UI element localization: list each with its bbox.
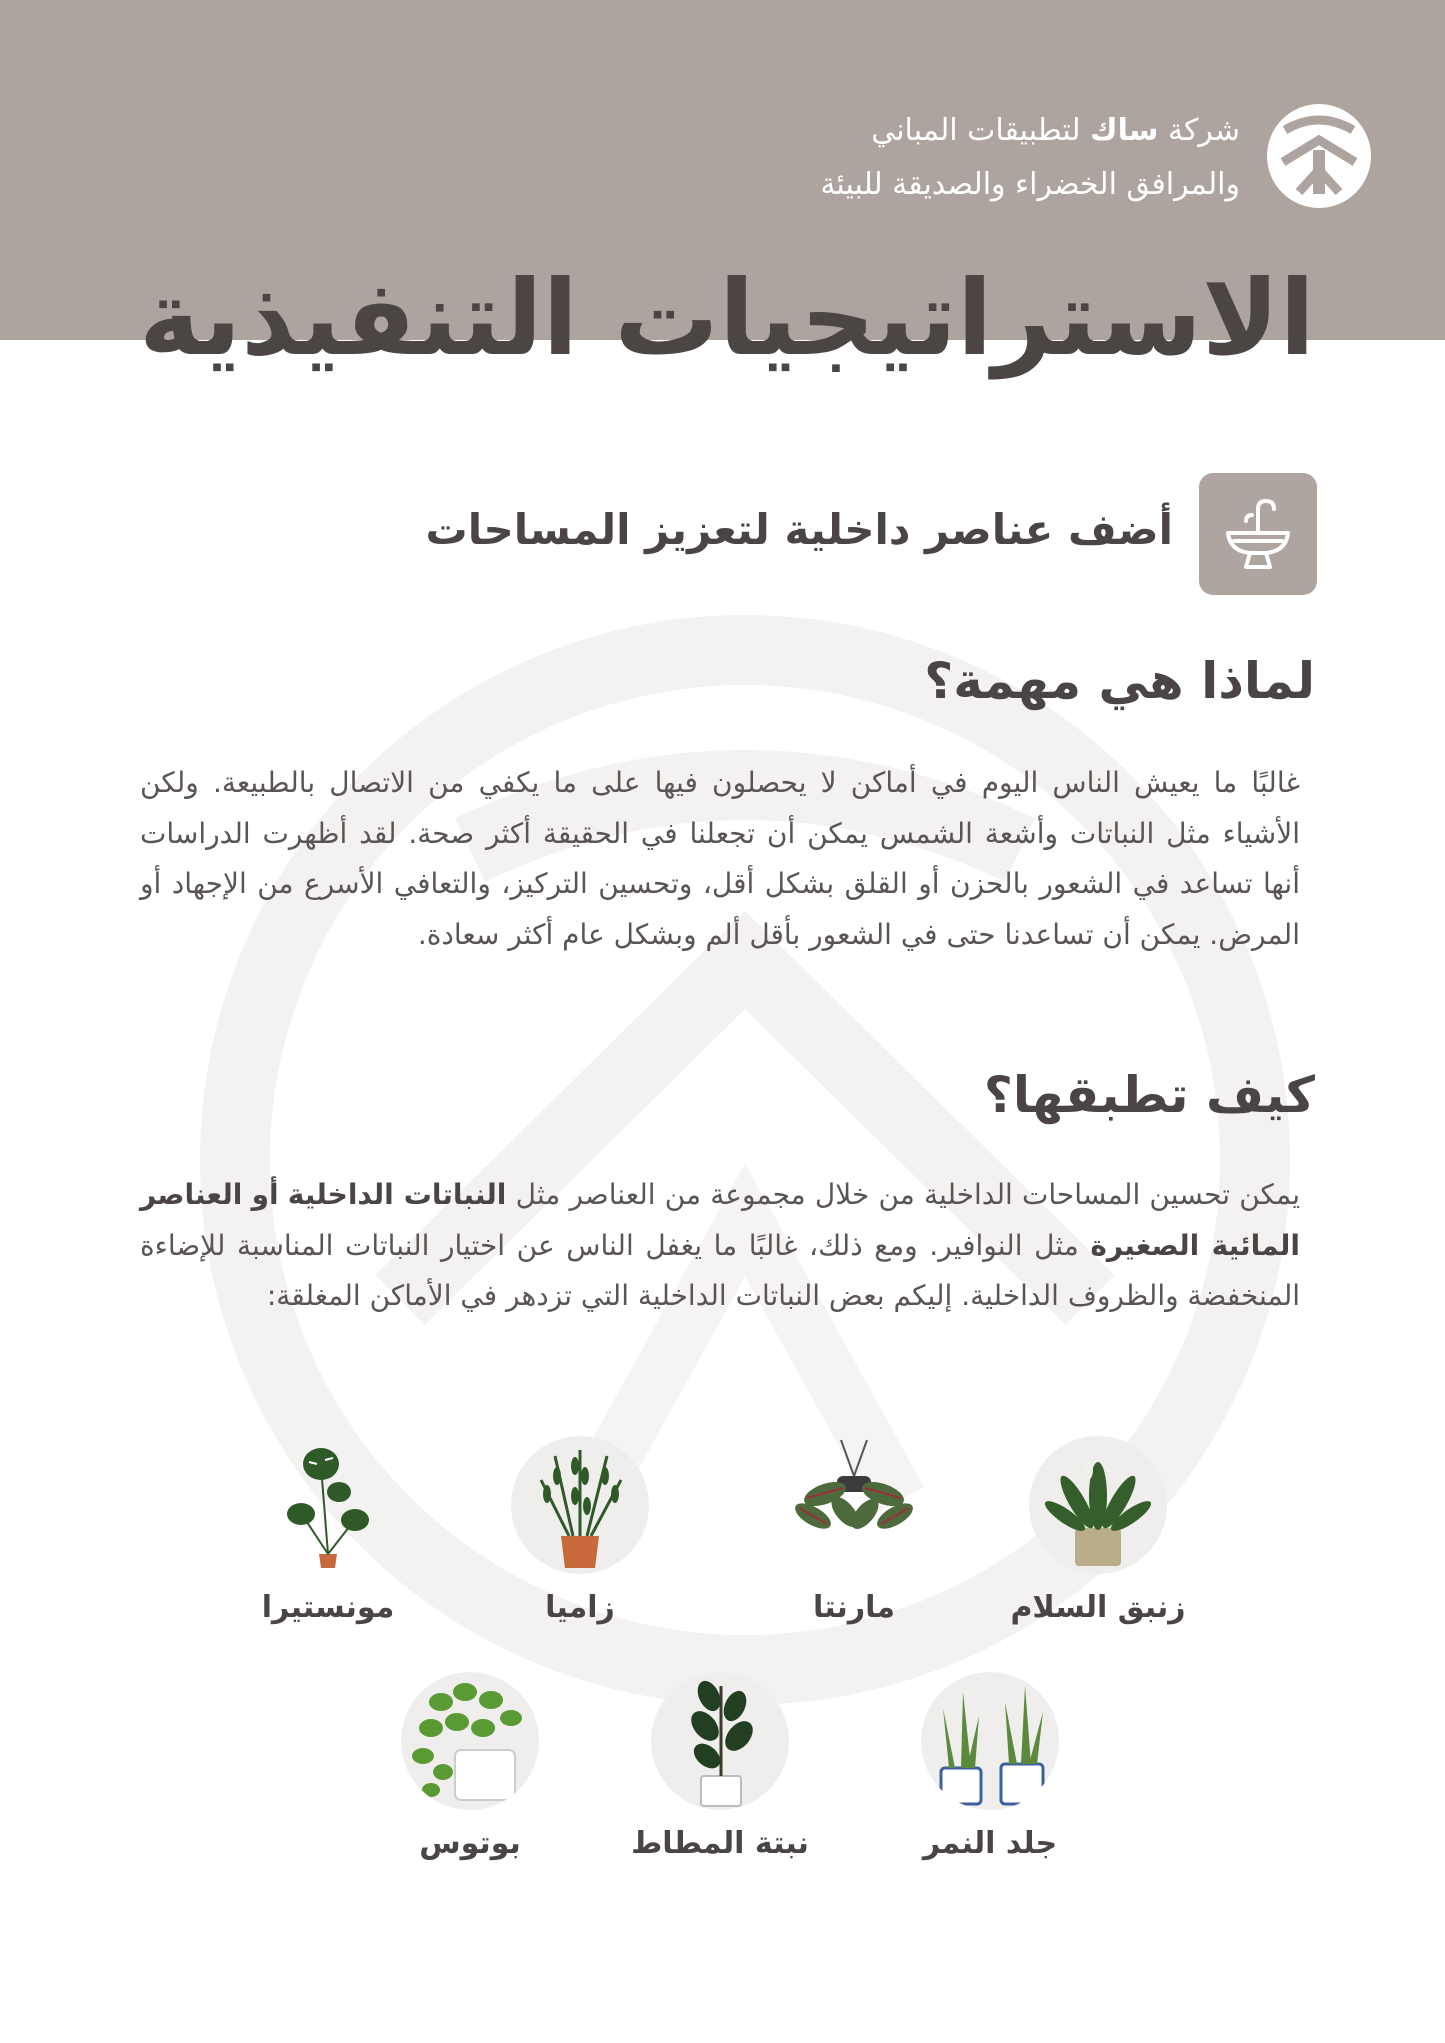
- plant-card-pothos: [340, 1672, 600, 1866]
- how-text-1: يمكن تحسين المساحات الداخلية من خلال مجموعة من العناصر مثل: [515, 1178, 1301, 1211]
- plant-card-snake-plant: [860, 1672, 1120, 1866]
- company-prefix: شركة: [1167, 113, 1240, 148]
- company-name: [480, 104, 1240, 212]
- pothos-icon: [401, 1672, 539, 1810]
- how-bold-water-features: العناصر المائية الصغيرة: [140, 1178, 1300, 1262]
- plant-card-rubber-plant: [590, 1672, 850, 1866]
- monstera-icon: [259, 1436, 397, 1574]
- how-paragraph: [140, 1170, 1300, 1322]
- how-text-2: مثل النوافير. ومع ذلك، غالبًا ما يغفل الناس عن اختيار النباتات المناسبة للإضاءة المنخفضة والظروف الداخلية. إليكم بعض النباتات الداخلية التي تزدهر في الأماكن المغلقة:: [140, 1228, 1300, 1312]
- company-line-1: [480, 104, 1240, 158]
- plant-name: زنبق السلام: [1010, 1590, 1186, 1625]
- fountain-icon: [1222, 495, 1294, 573]
- plant-card-maranta: [724, 1436, 984, 1630]
- plant-name: بوتوس: [419, 1826, 521, 1861]
- peace-lily-icon: [1029, 1436, 1167, 1574]
- sak-logo-icon: [1263, 100, 1375, 212]
- section-icon-box: [1199, 473, 1317, 595]
- page-title: الاستراتيجيات التنفيذية: [139, 257, 1315, 379]
- plant-name: نبتة المطاط: [631, 1826, 809, 1861]
- rubber-plant-icon: [651, 1672, 789, 1810]
- plant-name: جلد النمر: [922, 1826, 1058, 1861]
- company-line-2: والمرافق الخضراء والصديقة للبيئة: [820, 167, 1240, 202]
- zamia-icon: [511, 1436, 649, 1574]
- plant-card-peace-lily: [968, 1436, 1228, 1630]
- company-brand: ساك: [1090, 113, 1159, 148]
- why-paragraph: غالبًا ما يعيش الناس اليوم في أماكن لا يحصلون فيها على ما يكفي من الاتصال بالطبيعة. ولكن الأشياء مثل النباتات وأشعة الشمس يمكن أن تجعلنا في الحقيقة أكثر صحة. لقد أظهرت الدراسات أنها تساعد في الشعور بالحزن أو القلق بشكل أقل، وتحسين التركيز، والتعافي الأسرع من الإجهاد أو المرض. يمكن أن تساعدنا حتى في الشعور بأقل ألم وبشكل عام أكثر سعادة.: [140, 766, 1300, 951]
- how-bold-or: أو: [251, 1178, 279, 1211]
- plant-name: مونستيرا: [261, 1590, 395, 1625]
- company-suffix: لتطبيقات المباني: [871, 113, 1081, 148]
- snake-plant-icon: [921, 1672, 1059, 1810]
- how-heading: كيف تطبقها؟: [983, 1066, 1315, 1124]
- plant-card-monstera: [198, 1436, 458, 1630]
- how-bold-indoor-plants: النباتات الداخلية: [287, 1178, 507, 1211]
- plant-card-zamia: [450, 1436, 710, 1630]
- plant-name: مارنتا: [813, 1590, 895, 1625]
- maranta-icon: [785, 1436, 923, 1574]
- section-heading: أضف عناصر داخلية لتعزيز المساحات: [425, 505, 1173, 554]
- plant-name: زاميا: [545, 1590, 615, 1625]
- why-heading: لماذا هي مهمة؟: [924, 652, 1315, 710]
